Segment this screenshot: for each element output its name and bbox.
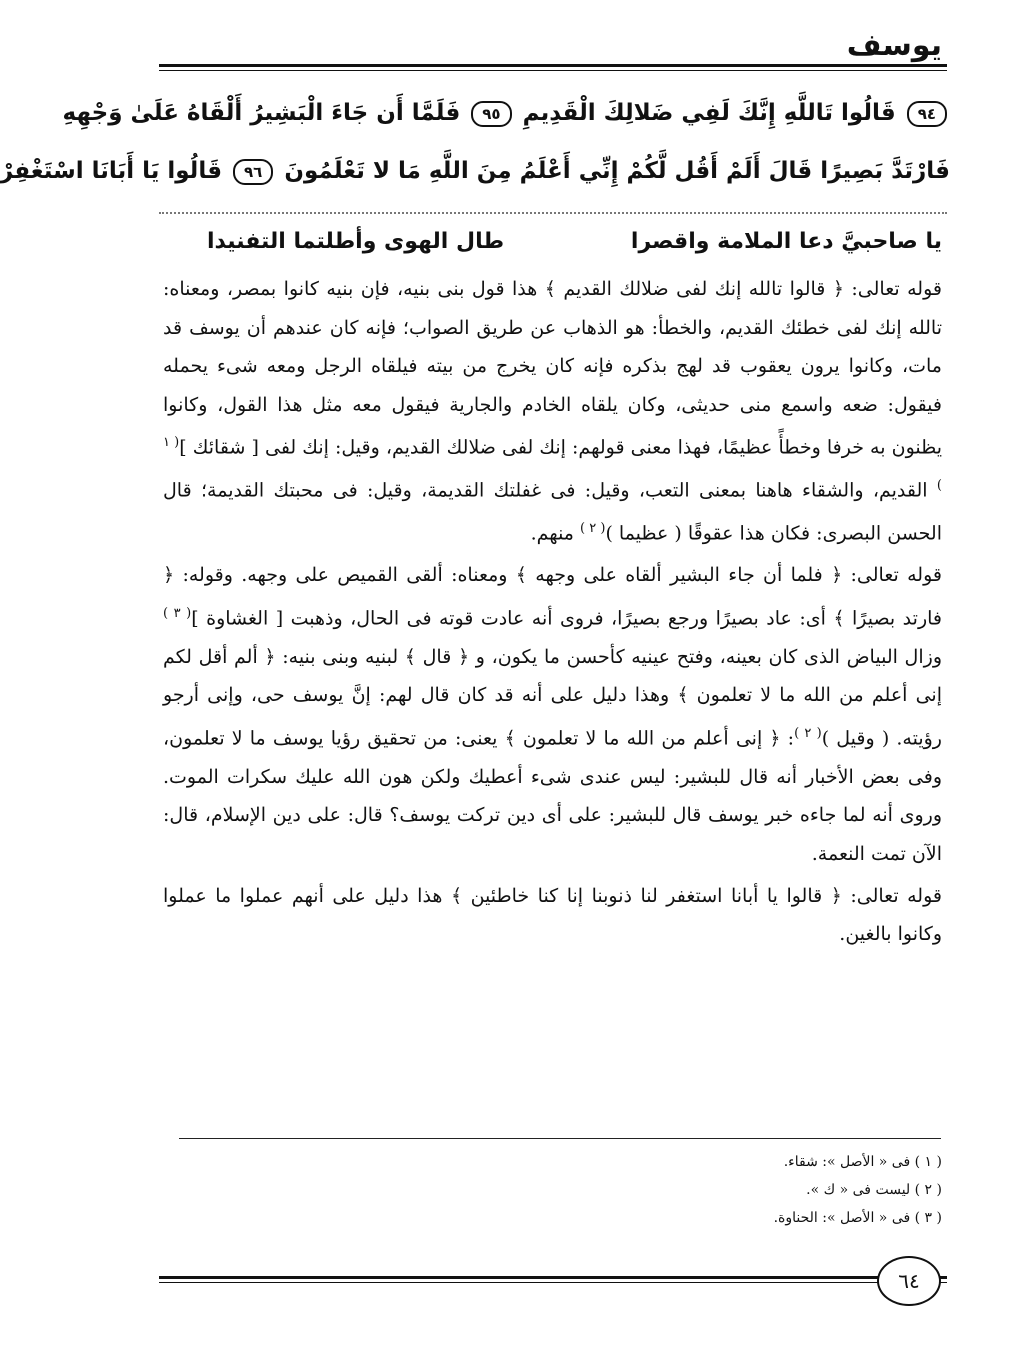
paragraph-text: قوله تعالى: ﴿ فلما أن جاء البشير ألقاه على وجهه ﴾ ومعناه: ألقى القميص على وجهه. وقوله: ﴿ فارتد بصيرًا ﴾ أى: عاد بصيرًا ورجع بصيرًا، فروى أنه عادت قوته فى الحال، وذهبت [ الغشاوة ] [163, 564, 942, 630]
header-rule-thick [159, 64, 947, 67]
commentary-paragraph [163, 556, 942, 873]
footnote: ( ١ ) فى « الأصل »: شقاء. [783, 1154, 942, 1170]
paragraph-text: وزال البياض الذى كان بعينه، وفتح عينيه كأحسن ما يكون، و ﴿ قال ﴾ لبنيه وبنى بنيه: ﴿ ألم أقل لكم إنى أعلم من الله ما لا تعلمون ﴾ وهذا دليل على أنه قد كان قال لهم: إنَّ يوسف حى، وإنى أرجو رؤيته. ( وقيل ) [163, 645, 942, 750]
verse-text: قَالُوا يَا أَبَانَا اسْتَغْفِرْ [0, 158, 231, 184]
page-number: ٦٤ [877, 1256, 941, 1306]
footnote-marker: ( ٢ ) [580, 521, 606, 537]
surah-title: يوسف [846, 28, 942, 63]
verse-text: فَلَمَّا أَن جَاءَ الْبَشِيرُ أَلْقَاهُ عَلَىٰ وَجْهِهِ [62, 100, 469, 126]
footnotes [774, 1148, 942, 1232]
paragraph-text: قوله تعالى: ﴿ قالوا يا أبانا استغفر لنا ذنوبنا إنا كنا خاطئين ﴾ هذا دليل على أنهم عملوا ما عملوا وكانوا بالغين. [163, 884, 942, 946]
footnote-divider [179, 1138, 941, 1139]
poem-left-hemistich: طال الهوى وأطلتما التفنيدا [207, 229, 505, 254]
commentary-body [163, 270, 942, 954]
commentary-paragraph [163, 877, 942, 954]
quran-verses [0, 84, 950, 200]
verse-text: قَالُوا تَاللَّهِ إِنَّكَ لَفِي ضَلالِكَ الْقَدِيمِ [514, 100, 904, 126]
paragraph-text: القديم، والشقاء هاهنا بمعنى التعب، وقيل: فى غفلتك القديمة، وقيل: فى محبتك القديمة؛ قال الحسن البصرى: فكان هذا عقوقًا ( عظيما ) [163, 479, 942, 545]
verse-number: ٩٤ [907, 101, 947, 127]
paragraph-text: : ﴿ إنى أعلم من الله ما لا تعلمون ﴾ يعنى: من تحقيق رؤيا يوسف ما لا تعلمون، وفى بعض الأخبار أنه قال للبشير: ليس عندى شىء أعطيك ولكن هون الله عليك سكرات الموت. وروى أنه لما جاءه خبر يوسف قال للبشير: على أى دين تركت يوسف؟ قال: على دين الإسلام، قال: الآن تمت النعمة. [163, 727, 942, 865]
poem-verse [207, 222, 942, 266]
dotted-divider [159, 212, 947, 214]
paragraph-text: قوله تعالى: ﴿ قالوا تالله إنك لفى ضلالك القديم ﴾ هذا قول بنى بنيه، فإن بنيه كانوا بمصر، ومعناه: تالله إنك لفى خطئك القديم، والخطأ: هو الذهاب عن طريق الصواب؛ فإنه كان عندهم أن يوسف قد مات، وكانوا يرون يعقوب قد لهج بذكره فإنه كان يخرج من بيته فيلقاه الرجل ومعه شىء يحمله فيقول: ضعه واسمع منى حديثى، وكان يلقاه الخادم والجارية فيقول معه مثل هذا القول، وكانوا يظنون به خرفا وخطأً عظيمًا، فهذا معنى قولهم: إنك لفى ضلالك القديم، وقيل: إنك لفى [ شقائك ] [163, 278, 942, 459]
footnote-marker: ( ٣ ) [163, 605, 192, 621]
footnote: ( ٢ ) ليست فى « ك ». [806, 1182, 942, 1198]
paragraph-text: منهم. [530, 522, 581, 545]
footnote-marker: ( ١ ) [163, 435, 942, 494]
header-rule-thin [159, 70, 947, 71]
footnote-marker: ( ٢ ) [794, 725, 822, 741]
verse-line [62, 84, 950, 142]
verse-line [0, 142, 950, 200]
verse-number: ٩٥ [471, 101, 511, 127]
poem-right-hemistich: يا صاحبيَّ دعا الملامة واقصرا [630, 229, 942, 254]
footer-rule-thick [159, 1276, 947, 1279]
verse-number: ٩٦ [233, 159, 273, 185]
verse-text: فَارْتَدَّ بَصِيرًا قَالَ أَلَمْ أَقُل لَّكُمْ إِنِّي أَعْلَمُ مِنَ اللَّهِ مَا لا تَعْلَمُونَ [276, 158, 950, 184]
footnote: ( ٣ ) فى « الأصل »: الحناوة. [773, 1210, 942, 1226]
footer-rule-thin [159, 1282, 947, 1283]
commentary-paragraph [163, 270, 942, 553]
